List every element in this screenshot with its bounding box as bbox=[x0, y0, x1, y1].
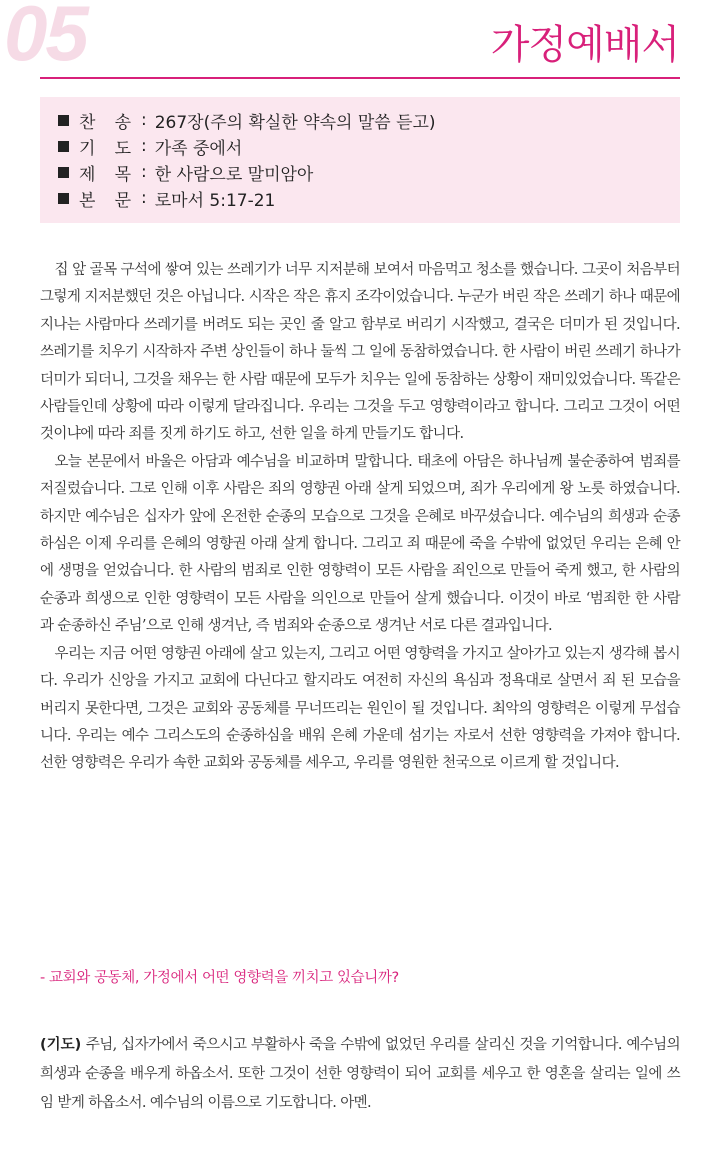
square-bullet-icon bbox=[58, 167, 69, 178]
info-row-hymn bbox=[58, 107, 680, 133]
info-value: 가족 중에서 bbox=[154, 138, 243, 159]
body-paragraph: 집 앞 골목 구석에 쌓여 있는 쓰레기가 너무 지저분해 보여서 마음먹고 청소를 했습니다. 그곳이 처음부터 그렇게 지저분했던 것은 아닙니다. 시작은 작은 휴지 조각이었습니다. 누군가 버린 작은 쓰레기 하나 때문에 지나는 사람마다 쓰레기를 버려도 되는 곳인 줄 알고 함부로 버리기 시작했고, 결국은 더미가 된 것입니다. 쓰레기를 치우기 시작하자 주변 상인들이 하나 둘씩 그 일에 동참하였습니다. 한 사람이 버린 쓰레기 하나가 더미가 되더니, 그것을 채우는 한 사람 때문에 모두가 치우는 일에 동참하는 상황이 재미있었습니다. 똑같은 사람들인데 상황에 따라 이렇게 달라집니다. 우리는 그것을 두고 영향력이라고 합니다. 그리고 그것이 어떤 것이냐에 따라 죄를 짓게 하기도 하고, 선한 일을 하게 만들기도 합니다. bbox=[40, 262, 680, 443]
sermon-body bbox=[40, 257, 680, 778]
square-bullet-icon bbox=[58, 141, 69, 152]
info-row-subject bbox=[58, 159, 680, 185]
info-label: 본 문 bbox=[79, 190, 131, 211]
info-value: 한 사람으로 말미암아 bbox=[154, 164, 314, 185]
info-colon: : bbox=[141, 136, 147, 156]
square-bullet-icon bbox=[58, 115, 69, 126]
page-title: 가정예배서 bbox=[490, 22, 679, 68]
prayer-text: 주님, 십자가에서 죽으시고 부활하사 죽을 수밖에 없었던 우리를 살리신 것을 기억합니다. 예수님의 희생과 순종을 배우게 하옵소서. 또한 그것이 선한 영향력이 되어 교회를 세우고 한 영혼을 살리는 일에 쓰임 받게 하옵소서. 예수님의 이름으로 기도합니다. 아멘. bbox=[40, 1037, 680, 1111]
info-label: 찬 송 bbox=[79, 112, 131, 133]
info-label: 제 목 bbox=[79, 164, 131, 185]
reflection-question: - 교회와 공동체, 가정에서 어떤 영향력을 끼치고 있습니까? bbox=[40, 970, 399, 986]
info-colon: : bbox=[141, 110, 147, 130]
info-label: 기 도 bbox=[79, 138, 131, 159]
info-row-prayer bbox=[58, 133, 680, 159]
square-bullet-icon bbox=[58, 193, 69, 204]
closing-prayer bbox=[40, 1031, 680, 1118]
info-row-scripture bbox=[58, 185, 680, 211]
body-paragraph: 오늘 본문에서 바울은 아담과 예수님을 비교하며 말합니다. 태초에 아담은 하나님께 불순종하여 범죄를 저질렀습니다. 그로 인해 이후 사람은 죄의 영향권 아래 살게 되었으며, 죄가 우리에게 왕 노릇 하였습니다. 하지만 예수님은 십자가 앞에 온전한 순종의 모습으로 그것을 은혜로 바꾸셨습니다. 예수님의 희생과 순종하심은 이제 우리를 은혜의 영향권 아래 살게 합니다. 그리고 죄 때문에 죽을 수밖에 없었던 우리는 은혜 안에 생명을 얻었습니다. 한 사람의 범죄로 인한 영향력이 모든 사람을 죄인으로 만들어 죽게 했고, 한 사람의 순종과 희생으로 인한 영향력이 모든 사람을 의인으로 만들어 살게 했습니다. 이것이 바로 ‘범죄한 한 사람과 순종하신 주님’으로 인해 생겨난, 즉 범죄와 순종으로 생겨난 서로 다른 결과입니다. bbox=[40, 453, 680, 635]
header-divider bbox=[40, 77, 680, 79]
info-value: 267장(주의 확실한 약속의 말씀 듣고) bbox=[154, 112, 436, 133]
body-paragraph: 우리는 지금 어떤 영향권 아래에 살고 있는지, 그리고 어떤 영향력을 가지고 살아가고 있는지 생각해 봅시다. 우리가 신앙을 가지고 교회에 다닌다고 할지라도 여전히 자신의 욕심과 정욕대로 살면서 죄 된 모습을 버리지 못한다면, 그것은 교회와 공동체를 무너뜨리는 원인이 될 것입니다. 최악의 영향력은 이렇게 무섭습니다. 우리는 예수 그리스도의 순종하심을 배워 은혜 가운데 섬기는 자로서 선한 영향력을 가져야 합니다. 선한 영향력은 우리가 속한 교회와 공동체를 세우고, 우리를 영원한 천국으로 이르게 할 것입니다. bbox=[40, 645, 680, 772]
info-colon: : bbox=[141, 188, 147, 208]
info-colon: : bbox=[141, 162, 147, 182]
page-number: 05 bbox=[4, 0, 87, 77]
worship-info-box bbox=[40, 97, 680, 223]
info-value: 로마서 5:17-21 bbox=[154, 190, 276, 211]
prayer-label: (기도) bbox=[40, 1037, 82, 1053]
